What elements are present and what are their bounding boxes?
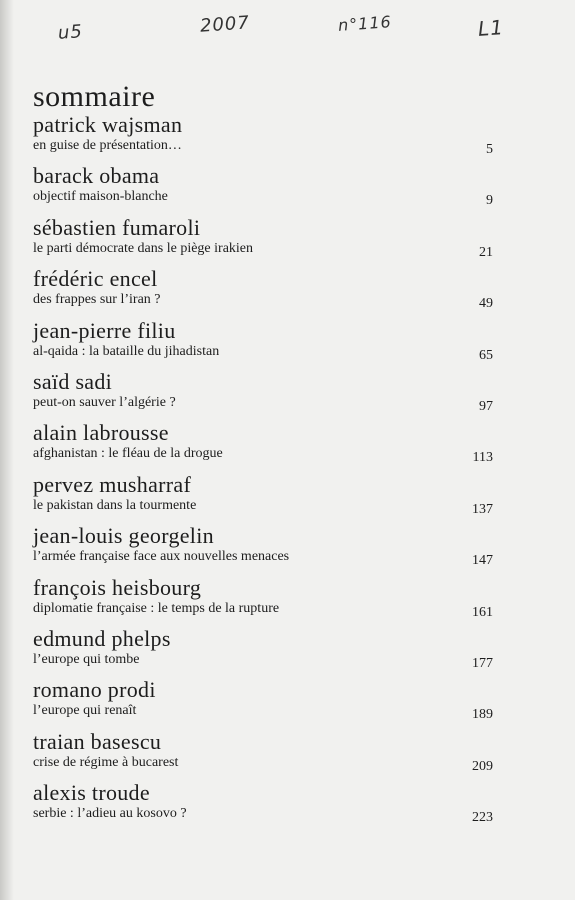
entry-author: traian basescu [33,728,162,754]
entry-subtitle: le parti démocrate dans le piège irakien [33,240,254,256]
entry-page-number: 147 [472,553,493,569]
table-of-contents [33,112,493,831]
entry-subtitle: des frappes sur l’iran ? [33,292,161,308]
toc-entry [33,318,493,369]
entry-page-number: 189 [472,707,493,723]
toc-entry [33,163,493,214]
entry-subtitle: l’armée française face aux nouvelles menaces [33,549,290,565]
entry-author: romano prodi [33,677,156,703]
entry-author: edmund phelps [33,625,171,651]
entry-page-number: 9 [486,193,493,209]
toc-entry [33,112,493,163]
entry-author: frédéric encel [33,266,158,292]
page-edge-shadow [0,0,14,900]
handwritten-note: 2007 [199,12,251,37]
entry-subtitle: diplomatie française : le temps de la rupture [33,600,280,616]
entry-author: sébastien fumaroli [33,214,201,240]
entry-subtitle: serbie : l’adieu au kosovo ? [33,806,187,822]
toc-entry [33,420,493,471]
entry-subtitle: l’europe qui renaît [33,703,137,719]
toc-entry [33,523,493,574]
entry-subtitle: objectif maison-blanche [33,189,168,205]
entry-page-number: 21 [479,244,493,260]
entry-subtitle: en guise de présentation… [33,138,182,153]
entry-page-number: 161 [472,604,493,620]
entry-subtitle: peut-on sauver l’algérie ? [33,394,176,410]
entry-author: jean-louis georgelin [33,523,214,549]
handwritten-note: n°116 [337,12,393,35]
entry-subtitle: le pakistan dans la tourmente [33,497,197,513]
entry-page-number: 223 [472,810,493,826]
entry-author: alexis troude [33,780,150,806]
entry-author: pervez musharraf [33,471,192,497]
entry-page-number: 113 [472,450,493,466]
entry-page-number: 5 [486,142,493,157]
entry-author: alain labrousse [33,420,169,446]
entry-author: barack obama [33,163,160,189]
handwritten-note: L1 [477,15,505,41]
entry-subtitle: afghanistan : le fléau de la drogue [33,446,223,462]
toc-entry [33,266,493,317]
entry-subtitle: crise de régime à bucarest [33,754,179,770]
toc-entry [33,626,493,677]
entry-subtitle: l’europe qui tombe [33,651,140,667]
entry-author: patrick wajsman [33,112,183,137]
toc-entry [33,575,493,626]
entry-page-number: 177 [472,655,493,671]
toc-entry [33,472,493,523]
toc-entry [33,729,493,780]
entry-page-number: 97 [479,398,493,414]
entry-subtitle: al-qaida : la bataille du jihadistan [33,343,220,359]
toc-entry [33,215,493,266]
toc-entry [33,369,493,420]
entry-page-number: 209 [472,758,493,774]
entry-author: jean-pierre filiu [33,317,176,343]
entry-page-number: 65 [479,347,493,363]
entry-author: saïd sadi [33,368,113,394]
toc-entry [33,677,493,728]
handwritten-note: u5 [57,21,84,44]
entry-page-number: 137 [472,501,493,517]
toc-entry [33,780,493,831]
page-title: sommaire [33,80,156,114]
entry-author: françois heisbourg [33,574,202,600]
entry-page-number: 49 [479,296,493,312]
